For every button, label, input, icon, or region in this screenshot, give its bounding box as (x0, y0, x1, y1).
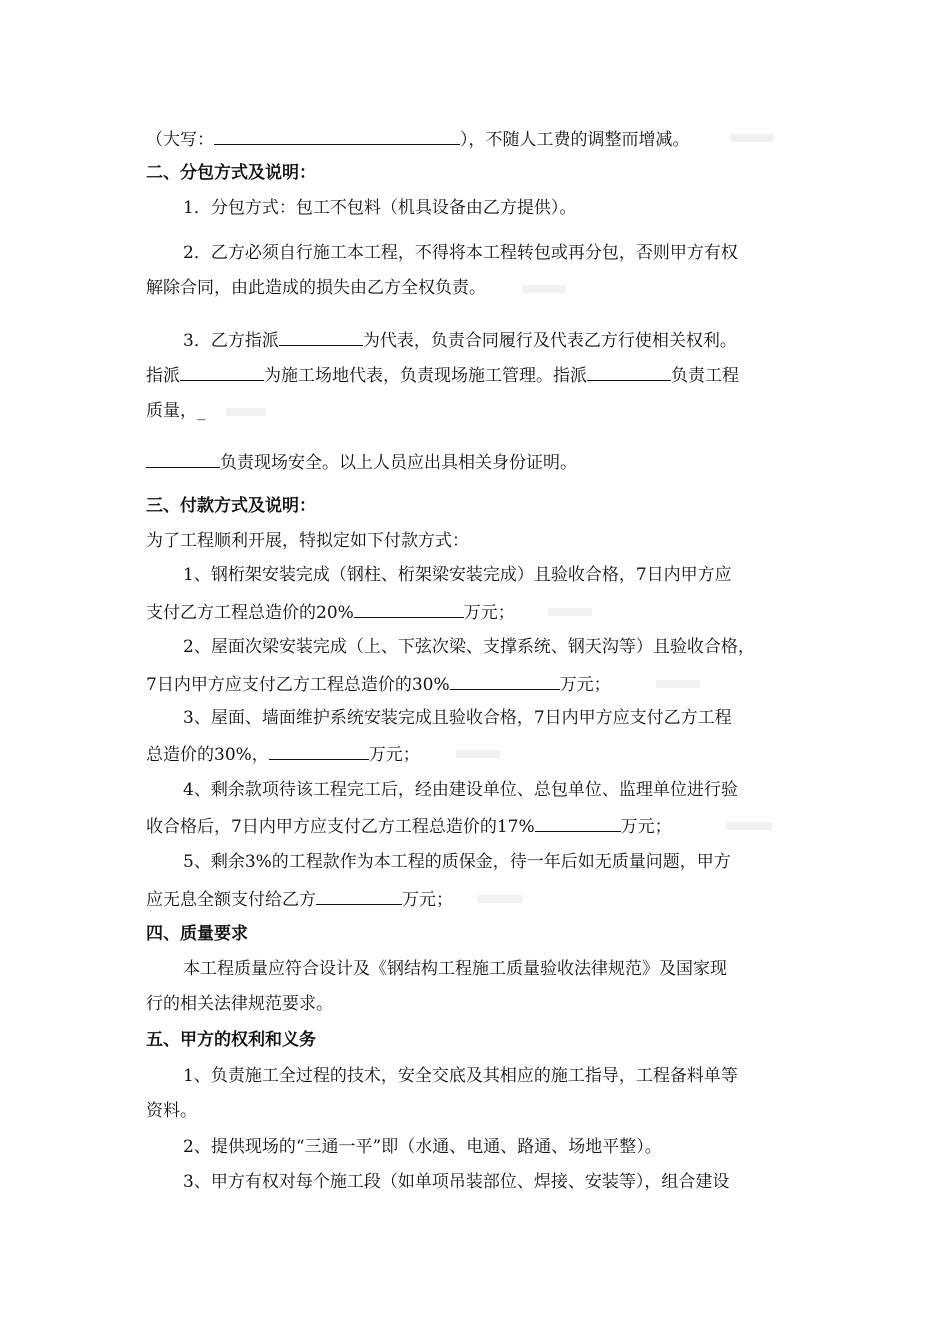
text-fragment: 万元； (402, 890, 453, 910)
watermark-mark (726, 822, 772, 830)
fill-blank (214, 126, 460, 145)
fill-blank (180, 362, 264, 381)
section-heading: 四、质量要求 (146, 924, 248, 944)
fill-blank (316, 886, 402, 905)
text-line (183, 327, 737, 353)
paragraph-line: 解除合同，由此造成的损失由乙方全权负责。 (146, 278, 486, 298)
text-line (146, 449, 577, 475)
watermark-mark (522, 285, 566, 293)
text-fragment: 为代表，负责合同履行及代表乙方行使相关权利。 (362, 331, 737, 351)
text-fragment: ），不随人工费的调整而增减。 (460, 130, 690, 150)
text-fragment: 指派 (146, 366, 180, 386)
text-fragment: 为施工场地代表，负责现场施工管理。指派 (264, 366, 587, 386)
paragraph-line: 2、提供现场的“三通一平”即（水通、电通、路通、场地平整）。 (183, 1137, 662, 1157)
text-line (146, 362, 739, 388)
text-fragment: 万元； (620, 817, 672, 837)
paragraph-line: 2．乙方必须自行施工本工程，不得将本工程转包或再分包，否则甲方有权 (183, 243, 738, 263)
text-fragment: 应无息全额支付给乙方 (146, 890, 316, 910)
paragraph-line: 1．分包方式：包工不包料（机具设备由乙方提供）。 (183, 198, 577, 218)
paragraph-line: 质量，_ (146, 401, 206, 421)
watermark-mark (456, 750, 500, 758)
paragraph-line: 本工程质量应符合设计及《钢结构工程施工质量验收法律规范》及国家现 (183, 959, 727, 979)
fill-blank (354, 599, 464, 618)
watermark-mark (548, 608, 592, 616)
text-fragment: 收合格后，7日内甲方应支付乙方工程总造价的17% (146, 817, 535, 837)
paragraph-line: 5、剩余3%的工程款作为本工程的质保金，待一年后如无质量问题，甲方 (183, 852, 731, 872)
section-heading: 三、付款方式及说明： (146, 496, 316, 516)
text-fragment: 负责现场安全。以上人员应出具相关身份证明。 (220, 453, 577, 473)
fill-blank (269, 741, 369, 760)
text-fragment: （大写： (146, 130, 214, 150)
paragraph-line: 3、甲方有权对每个施工段（如单项吊装部位、焊接、安装等），组合建设 (183, 1172, 730, 1192)
text-fragment: 万元； (463, 603, 515, 623)
text-fragment: 支付乙方工程总造价的20% (146, 603, 354, 623)
watermark-mark (478, 895, 522, 903)
paragraph-line: 4、剩余款项待该工程完工后，经由建设单位、总包单位、监理单位进行验 (183, 780, 738, 800)
paragraph-line: 1、负责施工全过程的技术，安全交底及其相应的施工指导，工程备料单等 (183, 1066, 738, 1086)
text-fragment: 7日内甲方应支付乙方工程总造价的30% (146, 675, 450, 695)
paragraph-line: 1、钢桁架安装完成（钢柱、桁架梁安装完成）且验收合格，7日内甲方应 (183, 565, 732, 585)
watermark-mark (656, 680, 700, 688)
text-line (146, 671, 611, 697)
fill-blank (535, 813, 621, 832)
section-heading: 二、分包方式及说明： (146, 163, 316, 183)
section-heading: 五、甲方的权利和义务 (146, 1030, 316, 1050)
text-fragment: 负责工程 (671, 366, 739, 386)
text-line (146, 886, 453, 912)
paragraph-line: 行的相关法律规范要求。 (146, 994, 333, 1014)
watermark-mark (226, 408, 266, 416)
watermark-mark (730, 134, 774, 142)
fill-blank (450, 671, 560, 690)
text-line (146, 599, 515, 625)
fill-blank (279, 327, 363, 346)
paragraph-line: 3、屋面、墙面维护系统安装完成且验收合格，7日内甲方应支付乙方工程 (183, 708, 732, 728)
text-fragment: 3．乙方指派 (183, 331, 279, 351)
fill-blank (587, 362, 671, 381)
paragraph-line: 2、屋面次梁安装完成（上、下弦次梁、支撑系统、钢天沟等）且验收合格， (183, 637, 755, 657)
text-fragment: 总造价的30%， (146, 745, 269, 765)
paragraph-line: 资料。 (146, 1101, 197, 1121)
text-fragment: 万元； (368, 745, 420, 765)
paragraph-line: 为了工程顺利开展，特拟定如下付款方式： (146, 531, 469, 551)
text-line (146, 126, 690, 152)
text-fragment: 万元； (559, 675, 611, 695)
text-line (146, 813, 672, 839)
text-line (146, 741, 420, 767)
fill-blank (146, 449, 220, 468)
